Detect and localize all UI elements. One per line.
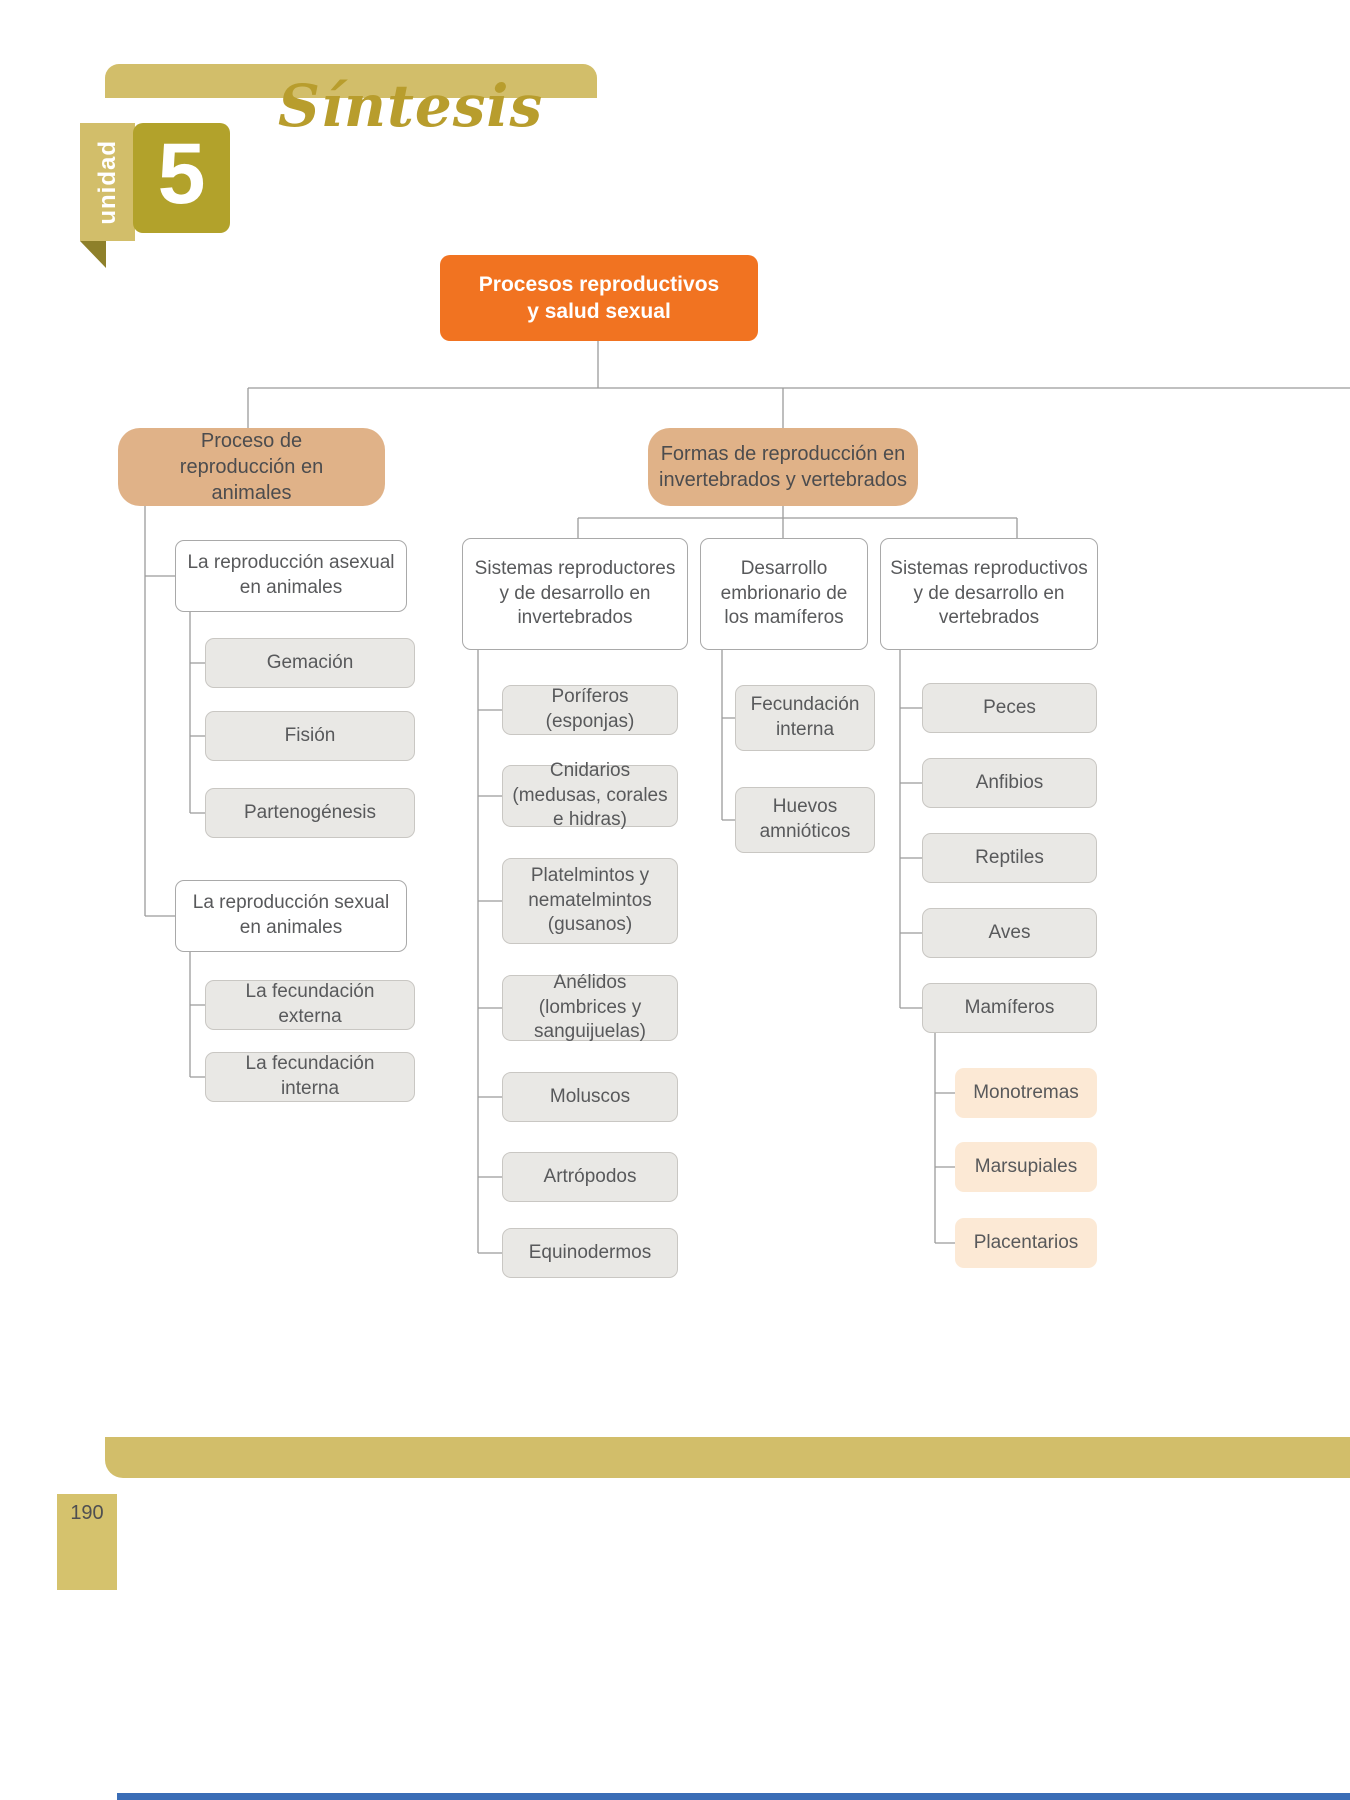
node-fecundacion-externa: La fecundación externa xyxy=(205,980,415,1030)
node-moluscos: Moluscos xyxy=(502,1072,678,1122)
node-reproduccion-asexual: La reproducción asexual en animales xyxy=(175,540,407,612)
node-artropodos: Artrópodos xyxy=(502,1152,678,1202)
unit-number: 5 xyxy=(133,123,230,233)
page-title: Síntesis xyxy=(278,72,544,140)
node-fecundacion-interna-mamiferos: Fecundación interna xyxy=(735,685,875,751)
node-reptiles: Reptiles xyxy=(922,833,1097,883)
node-proceso-reproduccion-animales: Proceso de reproducción en animales xyxy=(118,428,385,506)
node-placentarios: Placentarios xyxy=(955,1218,1097,1268)
node-root: Procesos reproductivos y salud sexual xyxy=(440,255,758,341)
unit-word: unidad xyxy=(93,139,121,225)
node-peces: Peces xyxy=(922,683,1097,733)
node-cnidarios: Cnidarios (medusas, corales e hidras) xyxy=(502,765,678,827)
page-number: 190 xyxy=(70,1502,104,1524)
node-platelmintos: Platelmintos y nematelmintos (gusanos) xyxy=(502,858,678,944)
node-partenogenesis: Partenogénesis xyxy=(205,788,415,838)
node-equinodermos: Equinodermos xyxy=(502,1228,678,1278)
page-number-block xyxy=(57,1494,117,1590)
node-desarrollo-embrionario: Desarrollo embrionario de los mamíferos xyxy=(700,538,868,650)
node-anelidos: Anélidos (lombrices y sanguijuelas) xyxy=(502,975,678,1041)
node-gemacion: Gemación xyxy=(205,638,415,688)
node-aves: Aves xyxy=(922,908,1097,958)
node-marsupiales: Marsupiales xyxy=(955,1142,1097,1192)
node-sistemas-invertebrados: Sistemas reproductores y de desarrollo en invertebrados xyxy=(462,538,688,650)
node-reproduccion-sexual: La reproducción sexual en animales xyxy=(175,880,407,952)
node-sistemas-vertebrados: Sistemas reproductivos y de desarrollo en vertebrados xyxy=(880,538,1098,650)
unit-tab xyxy=(80,123,135,241)
node-anfibios: Anfibios xyxy=(922,758,1097,808)
node-fision: Fisión xyxy=(205,711,415,761)
node-huevos-amnioticos: Huevos amnióticos xyxy=(735,787,875,853)
node-mamiferos: Mamíferos xyxy=(922,983,1097,1033)
node-monotremas: Monotremas xyxy=(955,1068,1097,1118)
node-fecundacion-interna: La fecundación interna xyxy=(205,1052,415,1102)
node-formas-reproduccion: Formas de reproducción en invertebrados y vertebrados xyxy=(648,428,918,506)
node-poriferos: Poríferos (esponjas) xyxy=(502,685,678,735)
footer-blue-rule xyxy=(117,1793,1350,1800)
